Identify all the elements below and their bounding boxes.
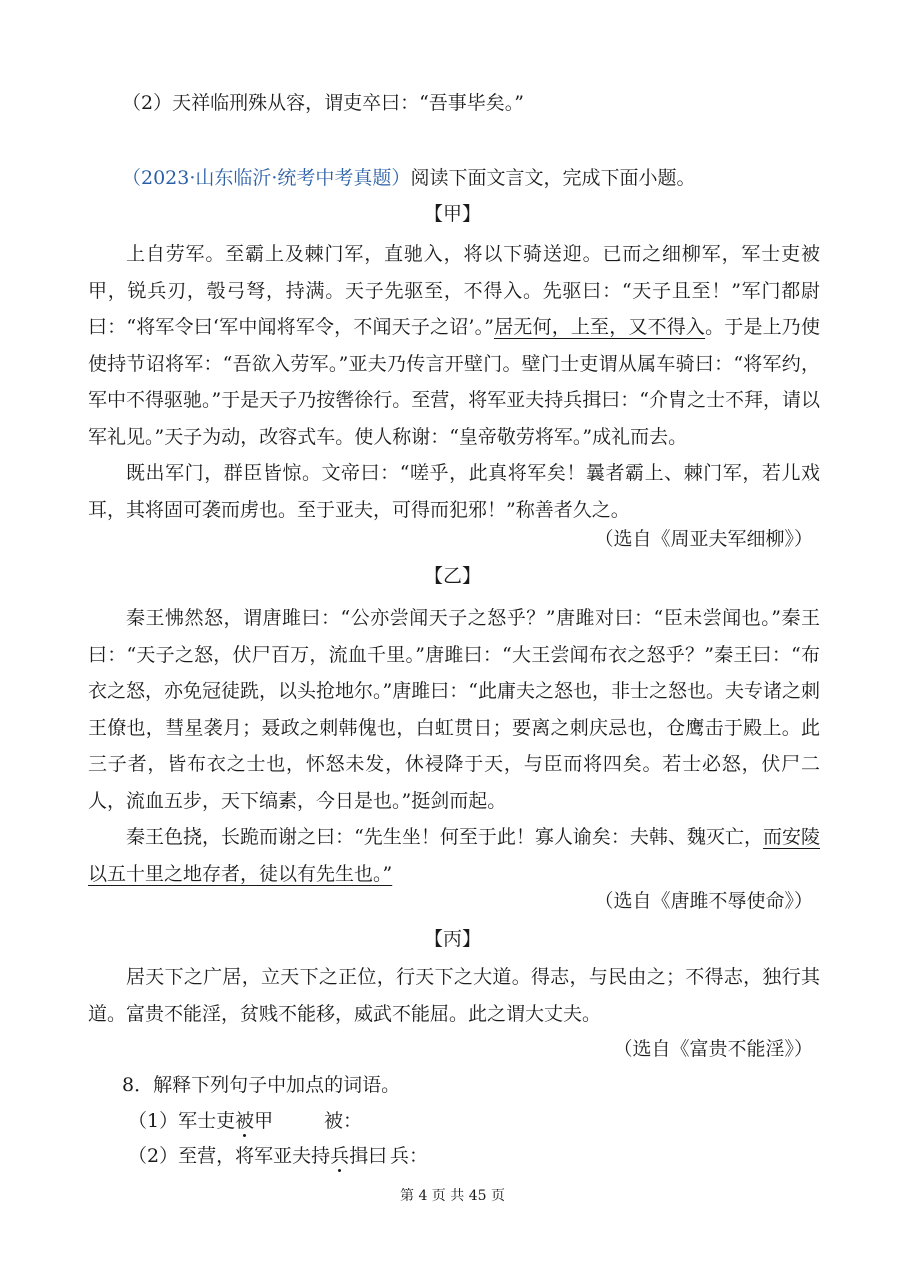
passage-jia <box>88 236 820 528</box>
previous-question-item-2: （2）天祥临刑殊从容，谓吏卒曰：“吾事毕矣。” <box>122 92 525 114</box>
page-footer: 第 4 页 共 45 页 <box>400 1188 505 1204</box>
question-8-item-1: （1）军士吏被甲 <box>128 1110 274 1132</box>
passage-jia-paragraph-2: 既出军门，群臣皆惊。文帝曰：“嗟乎，此真将军矣！曩者霸上、棘门军，若儿戏耳，其将固可袭而虏也。至于亚夫，可得而犯邪！”称善者久之。 <box>88 462 820 521</box>
question-8-item-1-answer-label[interactable]: 被： <box>324 1110 363 1132</box>
passage-bing <box>88 959 820 1033</box>
passage-yi-paragraph-1: 秦王怫然怒，谓唐雎曰：“公亦尝闻天子之怒乎？”唐雎对曰：“臣未尝闻也。”秦王曰：“天子之怒，伏尸百万，流血千里。”唐雎曰：“大王尝闻布衣之怒乎？”秦王曰：“布衣之怒，亦免冠徒跣，以头抢地尔。”唐雎曰：“此庸夫之怒也，非士之怒也。夫专诸之刺王僚也，彗星袭月；聂政之刺韩傀也，白虹贯日；要离之刺庆忌也，仓鹰击于殿上。此三子者，皆布衣之士也，怀怒未发，休祲降于天，与臣而将四矣。若士必怒，伏尸二人，流血五步，天下缟素，今日是也。”挺剑而起。 <box>88 607 820 812</box>
passage-jia-heading: 【甲】 <box>423 203 481 225</box>
dotted-word-被: 被 <box>235 1110 255 1132</box>
underlined-sentence-jia: 居无何，上至，又不得入 <box>494 316 706 338</box>
passage-jia-source: （选自《周亚夫军细柳》） <box>594 528 813 550</box>
question-8-item-2: （2）至营，将军亚夫持兵揖曰 <box>128 1145 388 1167</box>
dotted-word-兵: 兵 <box>330 1145 350 1167</box>
passage-yi-source: （选自《唐雎不辱使命》） <box>594 890 813 912</box>
question-instruction: 阅读下面文言文，完成下面小题。 <box>410 167 696 189</box>
passage-yi-paragraph-2 <box>88 819 820 892</box>
passage-jia-text-b: 。于是上乃使使持节诏将军：“吾欲入劳军。”亚夫乃传言开壁门。壁门士吏谓从属车骑曰：“将军约，军中不得驱驰。”于是天子乃按辔徐行。至营，将军亚夫持兵揖曰：“介胄之士不拜，请以军礼见。”天子为动，改容式车。使人称谢：“皇帝敬劳将军。”成礼而去。 <box>88 316 820 448</box>
underlined-sentence-yi: 而安陵以五十里之地存者，徒以有先生也。” <box>88 826 820 885</box>
passage-bing-heading: 【丙】 <box>423 928 481 950</box>
question-8-item-2-answer-label[interactable]: 兵： <box>390 1145 429 1167</box>
passage-yi-heading: 【乙】 <box>423 565 481 587</box>
passage-yi-text-a: 秦王色挠，长跪而谢之曰：“先生坐！何至于此！寡人谕矣：夫韩、魏灭亡， <box>126 826 763 848</box>
question-source-tag[interactable]: （2023·山东临沂·统考中考真题） <box>122 167 411 189</box>
passage-bing-paragraph-1: 居天下之广居，立天下之正位，行天下之大道。得志，与民由之；不得志，独行其道。富贵不能淫，贫贱不能移，威武不能屈。此之谓大丈夫。 <box>88 966 820 1025</box>
passage-yi <box>88 600 820 892</box>
question-header <box>122 163 695 193</box>
passage-jia-text-a: 上自劳军。至霸上及棘门军，直驰入，将以下骑送迎。已而之细柳军，军士吏被甲，锐兵刃，彀弓弩，持满。天子先驱至，不得入。先驱曰：“天子且至！”军门都尉曰：“将军令曰‘军中闻将军令，不闻天子之诏’。” <box>88 243 820 338</box>
passage-jia-paragraph-1 <box>88 236 820 455</box>
question-8-stem: 8．解释下列句子中加点的词语。 <box>122 1074 401 1096</box>
passage-bing-source: （选自《富贵不能淫》） <box>613 1038 813 1060</box>
